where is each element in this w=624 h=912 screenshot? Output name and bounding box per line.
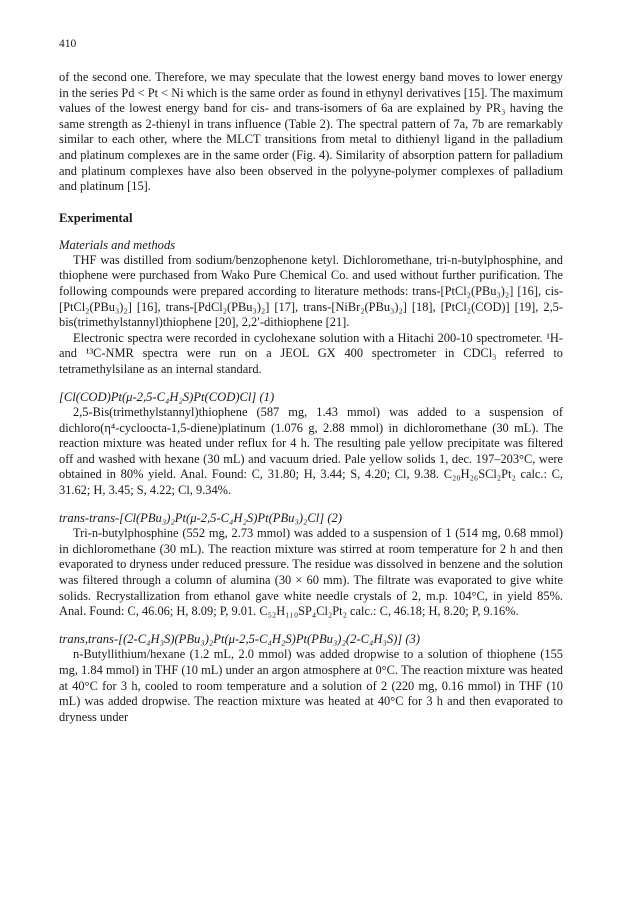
compound-3-heading-text: trans,trans-[(2-C₄H₃S)(PBu₃)₂Pt(μ-2,5-C₄H₂S)Pt(PBu₃)₂(2-C₄H₃S)] (3)	[59, 631, 421, 646]
experimental-heading: Experimental	[59, 210, 133, 225]
compound-3-paragraph: n-Butyllithium/hexane (1.2 mL, 2.0 mmol) was added dropwise to a solution of thiophene (155 mg, 1.84 mmol) in THF (10 mL) under an argon atmosphere at 0°C. The reaction mixture was heated at 40°C for 3 h, cooled to room temperature and a solution of 2 (220 mg, 0.16 mmol) in THF (10 mL) was added dropwise. The reaction mixture was heated at 40°C for 3 h and then evaporated to dryness under	[59, 647, 563, 724]
text-column	[59, 70, 563, 725]
materials-paragraph: THF was distilled from sodium/benzophenone ketyl. Dichloromethane, tri-n-butylphosphine, and thiophene were purchased from Wako Pure Chemical Co. and used without further purification. The following compounds were prepared according to literature methods: trans-[PtCl₂(PBu₃)₂] [16], cis-[PtCl₂(PBu₃)₂] [16], trans-[PdCl₂(PBu₃)₂] [17], trans-[NiBr₂(PBu₃)₂] [18], [PtCl₂(COD)] [19], 2,5-bis(trimethylstannyl)thiophene [20], 2,2′-dithiophene [21].	[59, 252, 563, 330]
compound-1-heading	[59, 390, 563, 406]
compound-1-heading-text: [Cl(COD)Pt(μ-2,5-C₄H₂S)Pt(COD)Cl] (1)	[59, 389, 275, 404]
compound-2-paragraph: Tri-n-butylphosphine (552 mg, 2.73 mmol) was added to a suspension of 1 (514 mg, 0.68 mmol) in dichloromethane (30 mL). The reaction mixture was stirred at room temperature for 2 h and then evaporated to dryness under reduced pressure. The residue was dissolved in benzene and the solution was filtered through a column of alumina (30 × 60 mm). The filtrate was evaporated to give white solids. Recrystallization from ethanol gave white needle crystals of 2, m.p. 104°C, in yield 85%. Anal. Found: C, 46.06; H, 8.09; P, 9.01. C₅₂H₁₁₀SP₄Cl₂Pt₂ calc.: C, 46.18; H, 8.20; P, 9.16%.	[59, 526, 563, 619]
compound-1-paragraph: 2,5-Bis(trimethylstannyl)thiophene (587 mg, 1.43 mmol) was added to a suspension of dichloro(η⁴-cycloocta-1,5-diene)platinum (1.076 g, 2.88 mmol) in dichloromethane (30 mL). The reaction mixture was heated under reflux for 4 h. The resulting pale yellow precipitate was filtered off and washed with hexane (30 mL) and vacuum dried. Pale yellow solids 1, dec. 197–203°C, were obtained in 80% yield. Anal. Found: C, 31.80; H, 3.44; S, 4.20; Cl, 9.38. C₂₀H₂₆SCl₂Pt₂ calc.: C, 31.62; H, 3.45; S, 4.22; Cl, 9.34%.	[59, 405, 563, 498]
compound-2-heading-text: trans-trans-[Cl(PBu₃)₂Pt(μ-2,5-C₄H₂S)Pt(PBu₃)₂Cl] (2)	[59, 510, 343, 525]
page-number: 410	[59, 38, 77, 50]
intro-paragraph: of the second one. Therefore, we may speculate that the lowest energy band moves to lower energy in the series Pd < Pt < Ni which is the same order as found in ethynyl derivatives [15]. The maximum values of the lowest energy band for cis- and trans-isomers of 6a are explained by PR₃ having the same strength as 2-thienyl in trans influence (Table 2). The spectral pattern of 7a, 7b are remarkably similar to each other, where the MLCT transitions from metal to dithienyl ligand in the palladium and platinum complexes are in the same order (Fig. 4). Similarity of absorption pattern for palladium and platinum complexes have also been observed in the polyyne-polymer complexes of palladium and platinum [15].	[59, 70, 563, 194]
materials-heading: Materials and methods	[59, 237, 176, 252]
compound-3-heading	[59, 632, 563, 648]
compound-2-heading	[59, 511, 563, 527]
spectra-paragraph: Electronic spectra were recorded in cyclohexane solution with a Hitachi 200-10 spectrometer. ¹H- and ¹³C-NMR spectra were run on a JEOL GX 400 spectrometer in CDCl₃ referred to tetramethylsilane as an internal standard.	[59, 330, 563, 376]
